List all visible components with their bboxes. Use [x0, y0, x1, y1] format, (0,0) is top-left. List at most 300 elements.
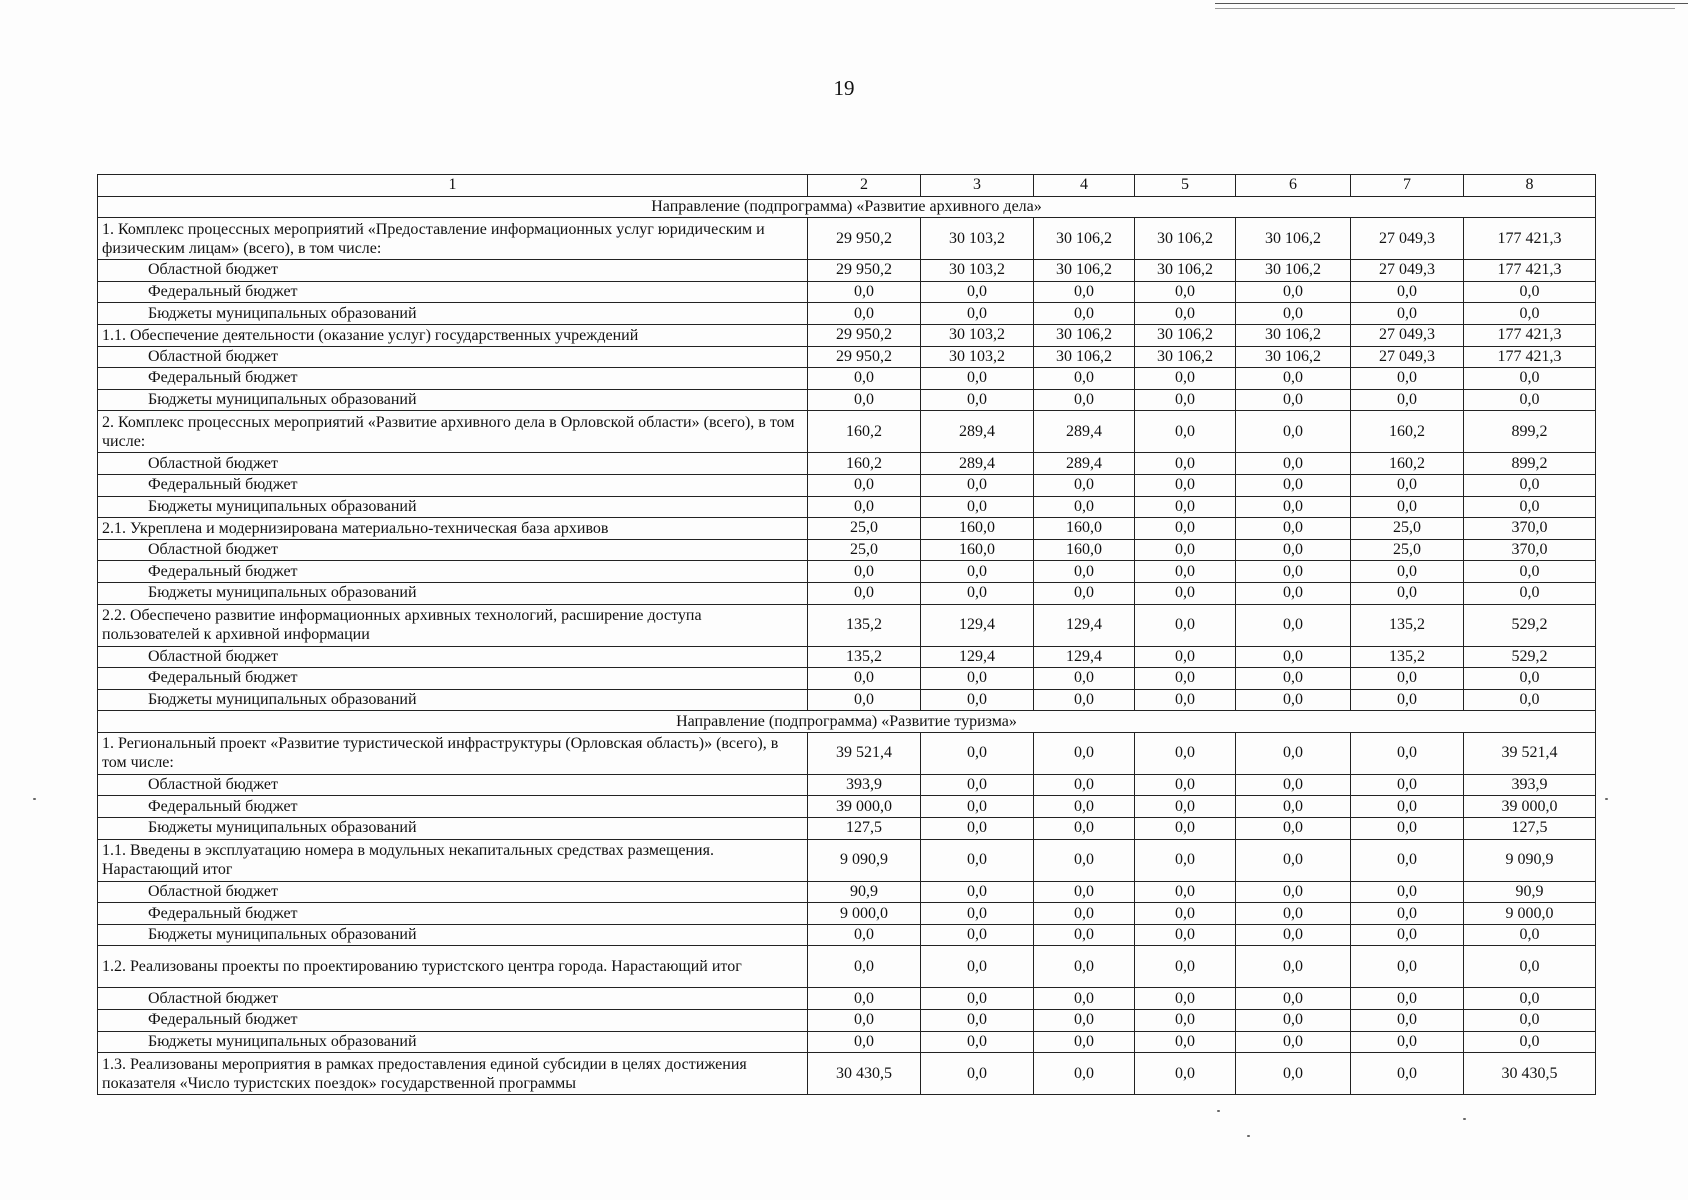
- budget-source-label: Федеральный бюджет: [98, 474, 808, 496]
- value-cell-col8: 39 521,4: [1464, 732, 1596, 774]
- value-cell-col6: 0,0: [1236, 732, 1351, 774]
- value-cell-col5: 0,0: [1135, 689, 1236, 711]
- value-cell-col6: 0,0: [1236, 796, 1351, 818]
- value-cell-col2: 25,0: [808, 518, 921, 540]
- value-cell-col6: 0,0: [1236, 303, 1351, 325]
- value-cell-col2: 0,0: [808, 1031, 921, 1053]
- value-cell-col8: 0,0: [1464, 668, 1596, 690]
- top-edge-rule: [1215, 3, 1688, 4]
- item-row: [98, 1053, 1596, 1095]
- value-cell-col4: 0,0: [1034, 881, 1135, 903]
- value-cell-col2: 160,2: [808, 411, 921, 453]
- value-cell-col3: 0,0: [921, 774, 1034, 796]
- value-cell-col8: 0,0: [1464, 303, 1596, 325]
- value-cell-col5: 0,0: [1135, 281, 1236, 303]
- value-cell-col2: 0,0: [808, 946, 921, 988]
- value-cell-col7: 0,0: [1351, 946, 1464, 988]
- value-cell-col6: 0,0: [1236, 411, 1351, 453]
- header-row: [98, 175, 1596, 197]
- value-cell-col4: 0,0: [1034, 988, 1135, 1010]
- scan-speck: [1217, 1110, 1220, 1112]
- value-cell-col3: 129,4: [921, 646, 1034, 668]
- value-cell-col4: 160,0: [1034, 518, 1135, 540]
- value-cell-col4: 30 106,2: [1034, 218, 1135, 260]
- value-cell-col6: 0,0: [1236, 774, 1351, 796]
- value-cell-col2: 29 950,2: [808, 324, 921, 346]
- value-cell-col6: 0,0: [1236, 903, 1351, 925]
- value-cell-col4: 289,4: [1034, 411, 1135, 453]
- value-cell-col7: 0,0: [1351, 1053, 1464, 1095]
- value-cell-col2: 30 430,5: [808, 1053, 921, 1095]
- value-cell-col2: 0,0: [808, 582, 921, 604]
- value-cell-col7: 0,0: [1351, 732, 1464, 774]
- value-cell-col3: 0,0: [921, 988, 1034, 1010]
- value-cell-col8: 39 000,0: [1464, 796, 1596, 818]
- value-cell-col5: 0,0: [1135, 453, 1236, 475]
- value-cell-col7: 0,0: [1351, 818, 1464, 840]
- value-cell-col4: 0,0: [1034, 389, 1135, 411]
- value-cell-col4: 0,0: [1034, 796, 1135, 818]
- value-cell-col3: 129,4: [921, 604, 1034, 646]
- value-cell-col5: 0,0: [1135, 881, 1236, 903]
- value-cell-col8: 899,2: [1464, 411, 1596, 453]
- value-cell-col2: 29 950,2: [808, 346, 921, 368]
- value-cell-col5: 0,0: [1135, 732, 1236, 774]
- value-cell-col5: 0,0: [1135, 903, 1236, 925]
- header-cell-7: 7: [1351, 175, 1464, 197]
- budget-source-row: [98, 303, 1596, 325]
- value-cell-col5: 0,0: [1135, 582, 1236, 604]
- value-cell-col7: 135,2: [1351, 604, 1464, 646]
- item-row: [98, 324, 1596, 346]
- value-cell-col6: 0,0: [1236, 946, 1351, 988]
- budget-table: [97, 174, 1596, 1095]
- value-cell-col6: 0,0: [1236, 518, 1351, 540]
- value-cell-col7: 0,0: [1351, 668, 1464, 690]
- budget-source-label: Бюджеты муниципальных образований: [98, 1031, 808, 1053]
- value-cell-col7: 27 049,3: [1351, 218, 1464, 260]
- value-cell-col5: 0,0: [1135, 411, 1236, 453]
- item-label: 2.1. Укреплена и модернизирована материально-техническая база архивов: [98, 518, 808, 540]
- value-cell-col3: 0,0: [921, 1010, 1034, 1032]
- value-cell-col5: 0,0: [1135, 988, 1236, 1010]
- value-cell-col8: 0,0: [1464, 561, 1596, 583]
- value-cell-col6: 0,0: [1236, 1053, 1351, 1095]
- budget-source-row: [98, 796, 1596, 818]
- item-row: [98, 732, 1596, 774]
- value-cell-col7: 0,0: [1351, 924, 1464, 946]
- value-cell-col6: 0,0: [1236, 881, 1351, 903]
- value-cell-col8: 0,0: [1464, 946, 1596, 988]
- value-cell-col3: 160,0: [921, 518, 1034, 540]
- budget-source-row: [98, 1031, 1596, 1053]
- value-cell-col4: 0,0: [1034, 818, 1135, 840]
- value-cell-col6: 0,0: [1236, 924, 1351, 946]
- budget-source-row: [98, 689, 1596, 711]
- value-cell-col5: 0,0: [1135, 1010, 1236, 1032]
- value-cell-col3: 0,0: [921, 561, 1034, 583]
- item-label: 1. Комплекс процессных мероприятий «Предоставление информационных услуг юридическим и физическим лицам» (всего), в том числе:: [98, 218, 808, 260]
- value-cell-col6: 0,0: [1236, 1010, 1351, 1032]
- budget-source-label: Областной бюджет: [98, 988, 808, 1010]
- budget-source-row: [98, 774, 1596, 796]
- value-cell-col2: 39 521,4: [808, 732, 921, 774]
- item-row: [98, 518, 1596, 540]
- value-cell-col7: 0,0: [1351, 689, 1464, 711]
- value-cell-col5: 0,0: [1135, 646, 1236, 668]
- header-cell-4: 4: [1034, 175, 1135, 197]
- value-cell-col2: 0,0: [808, 281, 921, 303]
- value-cell-col8: 899,2: [1464, 453, 1596, 475]
- value-cell-col7: 0,0: [1351, 774, 1464, 796]
- budget-source-label: Областной бюджет: [98, 539, 808, 561]
- value-cell-col3: 0,0: [921, 368, 1034, 390]
- budget-source-row: [98, 582, 1596, 604]
- budget-source-row: [98, 924, 1596, 946]
- value-cell-col5: 0,0: [1135, 303, 1236, 325]
- budget-source-label: Областной бюджет: [98, 774, 808, 796]
- value-cell-col4: 289,4: [1034, 453, 1135, 475]
- value-cell-col2: 39 000,0: [808, 796, 921, 818]
- budget-source-row: [98, 1010, 1596, 1032]
- value-cell-col8: 127,5: [1464, 818, 1596, 840]
- value-cell-col4: 0,0: [1034, 689, 1135, 711]
- value-cell-col7: 0,0: [1351, 839, 1464, 881]
- header-cell-6: 6: [1236, 175, 1351, 197]
- value-cell-col2: 0,0: [808, 389, 921, 411]
- budget-source-label: Областной бюджет: [98, 346, 808, 368]
- value-cell-col4: 0,0: [1034, 582, 1135, 604]
- value-cell-col8: 0,0: [1464, 1031, 1596, 1053]
- budget-source-label: Бюджеты муниципальных образований: [98, 582, 808, 604]
- value-cell-col2: 0,0: [808, 368, 921, 390]
- value-cell-col4: 0,0: [1034, 368, 1135, 390]
- section-row: [98, 711, 1596, 733]
- top-edge-rule-secondary: [1215, 8, 1675, 9]
- value-cell-col2: 0,0: [808, 496, 921, 518]
- value-cell-col2: 9 090,9: [808, 839, 921, 881]
- header-cell-1: 1: [98, 175, 808, 197]
- budget-source-row: [98, 260, 1596, 282]
- value-cell-col3: 289,4: [921, 411, 1034, 453]
- value-cell-col3: 0,0: [921, 1031, 1034, 1053]
- value-cell-col3: 0,0: [921, 389, 1034, 411]
- value-cell-col6: 0,0: [1236, 689, 1351, 711]
- value-cell-col5: 0,0: [1135, 1031, 1236, 1053]
- scan-speck: [1463, 1118, 1466, 1120]
- value-cell-col2: 135,2: [808, 646, 921, 668]
- value-cell-col4: 0,0: [1034, 732, 1135, 774]
- value-cell-col4: 0,0: [1034, 281, 1135, 303]
- value-cell-col8: 0,0: [1464, 1010, 1596, 1032]
- scan-speck: [1605, 798, 1608, 800]
- value-cell-col2: 127,5: [808, 818, 921, 840]
- value-cell-col4: 0,0: [1034, 924, 1135, 946]
- value-cell-col7: 0,0: [1351, 561, 1464, 583]
- budget-source-row: [98, 453, 1596, 475]
- value-cell-col7: 0,0: [1351, 389, 1464, 411]
- budget-source-row: [98, 988, 1596, 1010]
- budget-source-label: Областной бюджет: [98, 260, 808, 282]
- budget-source-label: Федеральный бюджет: [98, 368, 808, 390]
- value-cell-col3: 0,0: [921, 818, 1034, 840]
- value-cell-col4: 30 106,2: [1034, 324, 1135, 346]
- value-cell-col2: 0,0: [808, 689, 921, 711]
- value-cell-col4: 0,0: [1034, 668, 1135, 690]
- value-cell-col3: 30 103,2: [921, 260, 1034, 282]
- value-cell-col7: 27 049,3: [1351, 260, 1464, 282]
- scan-speck: [1247, 1135, 1250, 1137]
- budget-source-row: [98, 389, 1596, 411]
- value-cell-col3: 0,0: [921, 1053, 1034, 1095]
- item-row: [98, 604, 1596, 646]
- value-cell-col8: 370,0: [1464, 518, 1596, 540]
- value-cell-col8: 177 421,3: [1464, 346, 1596, 368]
- value-cell-col8: 393,9: [1464, 774, 1596, 796]
- value-cell-col5: 0,0: [1135, 496, 1236, 518]
- value-cell-col7: 0,0: [1351, 474, 1464, 496]
- item-row: [98, 839, 1596, 881]
- value-cell-col3: 30 103,2: [921, 218, 1034, 260]
- value-cell-col3: 0,0: [921, 946, 1034, 988]
- value-cell-col6: 0,0: [1236, 668, 1351, 690]
- item-row: [98, 946, 1596, 988]
- value-cell-col5: 0,0: [1135, 796, 1236, 818]
- value-cell-col7: 135,2: [1351, 646, 1464, 668]
- value-cell-col3: 0,0: [921, 281, 1034, 303]
- budget-source-label: Бюджеты муниципальных образований: [98, 389, 808, 411]
- value-cell-col2: 0,0: [808, 474, 921, 496]
- value-cell-col8: 0,0: [1464, 689, 1596, 711]
- budget-source-label: Федеральный бюджет: [98, 561, 808, 583]
- value-cell-col2: 9 000,0: [808, 903, 921, 925]
- value-cell-col6: 0,0: [1236, 389, 1351, 411]
- value-cell-col3: 0,0: [921, 496, 1034, 518]
- value-cell-col5: 0,0: [1135, 518, 1236, 540]
- item-label: 1.2. Реализованы проекты по проектированию туристского центра города. Нарастающий итог: [98, 946, 808, 988]
- header-cell-2: 2: [808, 175, 921, 197]
- value-cell-col8: 9 090,9: [1464, 839, 1596, 881]
- value-cell-col8: 370,0: [1464, 539, 1596, 561]
- budget-source-label: Бюджеты муниципальных образований: [98, 818, 808, 840]
- value-cell-col8: 177 421,3: [1464, 260, 1596, 282]
- budget-source-row: [98, 561, 1596, 583]
- item-row: [98, 411, 1596, 453]
- section-title: Направление (подпрограмма) «Развитие туризма»: [98, 711, 1596, 733]
- value-cell-col6: 0,0: [1236, 368, 1351, 390]
- value-cell-col3: 0,0: [921, 582, 1034, 604]
- value-cell-col8: 0,0: [1464, 281, 1596, 303]
- value-cell-col7: 0,0: [1351, 988, 1464, 1010]
- value-cell-col2: 135,2: [808, 604, 921, 646]
- value-cell-col6: 0,0: [1236, 646, 1351, 668]
- value-cell-col6: 30 106,2: [1236, 324, 1351, 346]
- value-cell-col2: 0,0: [808, 668, 921, 690]
- budget-source-row: [98, 903, 1596, 925]
- value-cell-col4: 0,0: [1034, 474, 1135, 496]
- value-cell-col4: 129,4: [1034, 604, 1135, 646]
- value-cell-col8: 90,9: [1464, 881, 1596, 903]
- budget-source-label: Бюджеты муниципальных образований: [98, 924, 808, 946]
- value-cell-col5: 30 106,2: [1135, 218, 1236, 260]
- value-cell-col3: 0,0: [921, 303, 1034, 325]
- value-cell-col4: 0,0: [1034, 1053, 1135, 1095]
- value-cell-col6: 0,0: [1236, 561, 1351, 583]
- item-label: 2.2. Обеспечено развитие информационных архивных технологий, расширение доступа пользователей к архивной информации: [98, 604, 808, 646]
- value-cell-col5: 30 106,2: [1135, 260, 1236, 282]
- budget-source-label: Федеральный бюджет: [98, 1010, 808, 1032]
- budget-source-label: Областной бюджет: [98, 453, 808, 475]
- value-cell-col8: 9 000,0: [1464, 903, 1596, 925]
- value-cell-col7: 0,0: [1351, 368, 1464, 390]
- value-cell-col4: 30 106,2: [1034, 346, 1135, 368]
- value-cell-col3: 0,0: [921, 474, 1034, 496]
- value-cell-col4: 0,0: [1034, 903, 1135, 925]
- budget-source-label: Федеральный бюджет: [98, 903, 808, 925]
- item-label: 2. Комплекс процессных мероприятий «Развитие архивного дела в Орловской области» (всего), в том числе:: [98, 411, 808, 453]
- value-cell-col6: 0,0: [1236, 1031, 1351, 1053]
- value-cell-col8: 529,2: [1464, 604, 1596, 646]
- value-cell-col7: 27 049,3: [1351, 346, 1464, 368]
- value-cell-col4: 0,0: [1034, 303, 1135, 325]
- value-cell-col2: 0,0: [808, 924, 921, 946]
- value-cell-col7: 0,0: [1351, 582, 1464, 604]
- value-cell-col3: 0,0: [921, 903, 1034, 925]
- value-cell-col8: 0,0: [1464, 474, 1596, 496]
- value-cell-col3: 0,0: [921, 839, 1034, 881]
- value-cell-col7: 25,0: [1351, 518, 1464, 540]
- value-cell-col5: 0,0: [1135, 604, 1236, 646]
- budget-source-row: [98, 818, 1596, 840]
- value-cell-col7: 0,0: [1351, 303, 1464, 325]
- value-cell-col6: 0,0: [1236, 839, 1351, 881]
- value-cell-col2: 29 950,2: [808, 218, 921, 260]
- value-cell-col8: 0,0: [1464, 582, 1596, 604]
- value-cell-col4: 0,0: [1034, 1010, 1135, 1032]
- value-cell-col3: 0,0: [921, 881, 1034, 903]
- budget-source-row: [98, 474, 1596, 496]
- value-cell-col4: 30 106,2: [1034, 260, 1135, 282]
- value-cell-col5: 0,0: [1135, 924, 1236, 946]
- budget-source-label: Бюджеты муниципальных образований: [98, 689, 808, 711]
- value-cell-col8: 0,0: [1464, 988, 1596, 1010]
- value-cell-col5: 0,0: [1135, 818, 1236, 840]
- value-cell-col5: 30 106,2: [1135, 324, 1236, 346]
- value-cell-col8: 177 421,3: [1464, 324, 1596, 346]
- value-cell-col7: 160,2: [1351, 453, 1464, 475]
- value-cell-col2: 0,0: [808, 303, 921, 325]
- value-cell-col5: 0,0: [1135, 668, 1236, 690]
- value-cell-col6: 0,0: [1236, 496, 1351, 518]
- value-cell-col2: 0,0: [808, 988, 921, 1010]
- value-cell-col5: 0,0: [1135, 539, 1236, 561]
- value-cell-col3: 0,0: [921, 796, 1034, 818]
- value-cell-col3: 0,0: [921, 924, 1034, 946]
- section-title: Направление (подпрограмма) «Развитие архивного дела»: [98, 196, 1596, 218]
- value-cell-col2: 0,0: [808, 561, 921, 583]
- value-cell-col7: 0,0: [1351, 881, 1464, 903]
- value-cell-col4: 160,0: [1034, 539, 1135, 561]
- value-cell-col5: 0,0: [1135, 561, 1236, 583]
- value-cell-col4: 129,4: [1034, 646, 1135, 668]
- value-cell-col3: 30 103,2: [921, 324, 1034, 346]
- header-cell-3: 3: [921, 175, 1034, 197]
- value-cell-col7: 0,0: [1351, 1031, 1464, 1053]
- value-cell-col8: 0,0: [1464, 368, 1596, 390]
- value-cell-col4: 0,0: [1034, 774, 1135, 796]
- value-cell-col3: 289,4: [921, 453, 1034, 475]
- value-cell-col5: 0,0: [1135, 946, 1236, 988]
- value-cell-col8: 30 430,5: [1464, 1053, 1596, 1095]
- budget-source-label: Областной бюджет: [98, 881, 808, 903]
- value-cell-col7: 160,2: [1351, 411, 1464, 453]
- budget-source-row: [98, 881, 1596, 903]
- budget-source-label: Бюджеты муниципальных образований: [98, 496, 808, 518]
- value-cell-col4: 0,0: [1034, 561, 1135, 583]
- value-cell-col8: 177 421,3: [1464, 218, 1596, 260]
- value-cell-col6: 30 106,2: [1236, 218, 1351, 260]
- value-cell-col2: 29 950,2: [808, 260, 921, 282]
- value-cell-col5: 30 106,2: [1135, 346, 1236, 368]
- value-cell-col7: 0,0: [1351, 796, 1464, 818]
- value-cell-col6: 0,0: [1236, 988, 1351, 1010]
- value-cell-col6: 0,0: [1236, 281, 1351, 303]
- value-cell-col4: 0,0: [1034, 839, 1135, 881]
- section-row: [98, 196, 1596, 218]
- value-cell-col3: 0,0: [921, 732, 1034, 774]
- value-cell-col3: 160,0: [921, 539, 1034, 561]
- item-label: 1.1. Введены в эксплуатацию номера в модульных некапитальных средствах размещения. Нарастающий итог: [98, 839, 808, 881]
- value-cell-col5: 0,0: [1135, 368, 1236, 390]
- item-row: [98, 218, 1596, 260]
- value-cell-col4: 0,0: [1034, 496, 1135, 518]
- item-label: 1.3. Реализованы мероприятия в рамках предоставления единой субсидии в целях достижения показателя «Число туристских поездок» государственной программы: [98, 1053, 808, 1095]
- value-cell-col8: 0,0: [1464, 389, 1596, 411]
- value-cell-col2: 393,9: [808, 774, 921, 796]
- value-cell-col6: 0,0: [1236, 539, 1351, 561]
- value-cell-col6: 30 106,2: [1236, 346, 1351, 368]
- value-cell-col6: 0,0: [1236, 818, 1351, 840]
- value-cell-col6: 0,0: [1236, 582, 1351, 604]
- budget-source-label: Бюджеты муниципальных образований: [98, 303, 808, 325]
- budget-source-row: [98, 281, 1596, 303]
- budget-source-label: Федеральный бюджет: [98, 796, 808, 818]
- value-cell-col2: 90,9: [808, 881, 921, 903]
- value-cell-col6: 30 106,2: [1236, 260, 1351, 282]
- value-cell-col5: 0,0: [1135, 474, 1236, 496]
- budget-source-label: Федеральный бюджет: [98, 668, 808, 690]
- budget-source-label: Федеральный бюджет: [98, 281, 808, 303]
- header-cell-8: 8: [1464, 175, 1596, 197]
- budget-source-row: [98, 646, 1596, 668]
- item-label: 1. Региональный проект «Развитие туристической инфраструктуры (Орловская область)» (всего), в том числе:: [98, 732, 808, 774]
- item-label: 1.1. Обеспечение деятельности (оказание услуг) государственных учреждений: [98, 324, 808, 346]
- value-cell-col4: 0,0: [1034, 946, 1135, 988]
- budget-source-row: [98, 668, 1596, 690]
- value-cell-col5: 0,0: [1135, 1053, 1236, 1095]
- budget-source-row: [98, 496, 1596, 518]
- value-cell-col7: 0,0: [1351, 281, 1464, 303]
- page-number: 19: [833, 76, 855, 100]
- value-cell-col8: 529,2: [1464, 646, 1596, 668]
- value-cell-col4: 0,0: [1034, 1031, 1135, 1053]
- budget-source-row: [98, 368, 1596, 390]
- value-cell-col3: 0,0: [921, 668, 1034, 690]
- value-cell-col2: 160,2: [808, 453, 921, 475]
- value-cell-col7: 27 049,3: [1351, 324, 1464, 346]
- value-cell-col7: 0,0: [1351, 496, 1464, 518]
- value-cell-col5: 0,0: [1135, 774, 1236, 796]
